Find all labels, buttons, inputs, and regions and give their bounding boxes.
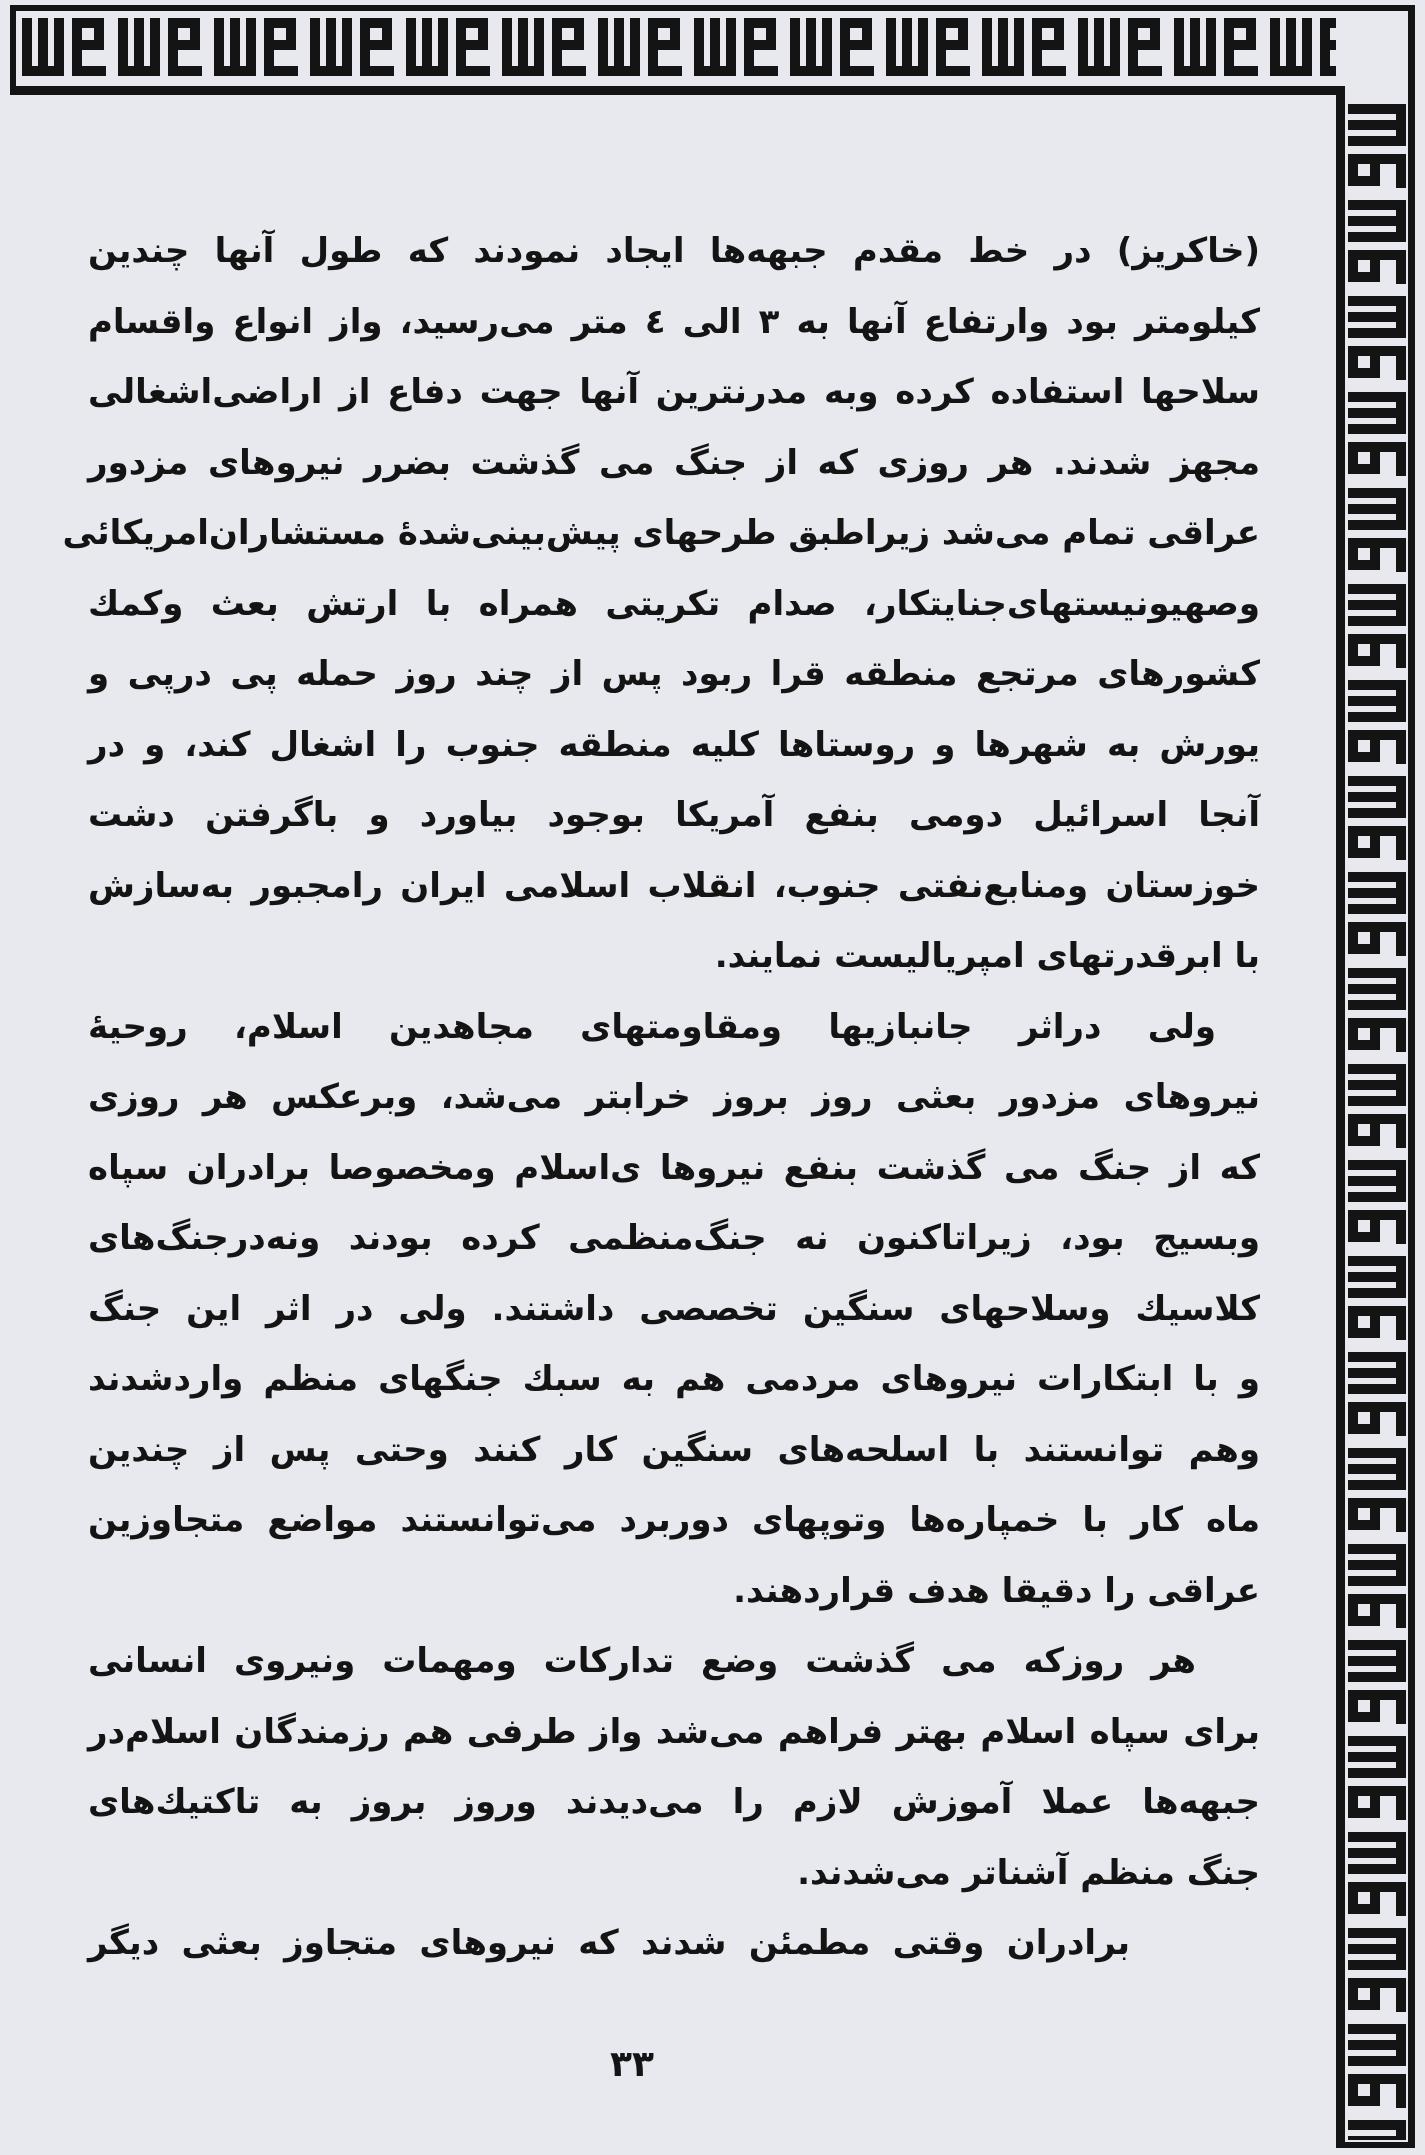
- text-line: وهم توانستند با اسلحه‌های سنگین کار کنند وحتی پس از چندین: [88, 1429, 1260, 1470]
- text-line: مجهز شدند. هر روزی که از جنگ می گذشت بضرر نیروهای مزدور: [88, 442, 1260, 483]
- paragraph-start-line: برادران وقتی مطمئن شدند که نیروهای متجاوز بعثی دیگر: [88, 1923, 1130, 1963]
- text-line: خوزستان ومنابع‌نفتی جنوب، انقلاب اسلامی ایران رامجبور به‌سازش: [88, 865, 1260, 906]
- text-line: که از جنگ می گذشت بنفع نیروها ی‌اسلام ومخصوصا برادران سپاه: [88, 1147, 1260, 1188]
- top-border-band: [16, 14, 1336, 82]
- text-line: عراقی تمام می‌شد زیراطبق طرحهای پیش‌بینی‌شدهٔ مستشاران‌امریکائی: [62, 513, 1260, 553]
- paragraph-end-line: با ابرقدرتهای امپریالیست نمایند.: [714, 936, 1260, 976]
- text-line: کلاسیك وسلاحهای سنگین تخصصی داشتند. ولی در اثر این جنگ: [88, 1288, 1260, 1329]
- text-line: وصهیونیستهای‌جنایتکار، صدام تکریتی همراه با ارتش بعث وکمك: [88, 583, 1260, 624]
- body-text: [62, 216, 1260, 1979]
- paragraph-end-line: جنگ منظم آشناتر می‌شدند.: [797, 1852, 1260, 1893]
- text-line: کیلومتر بود وارتفاع آنها به ۳ الی ٤ متر می‌رسید، واز انواع واقسام: [88, 301, 1260, 342]
- text-line: (خاکریز) در خط مقدم جبهه‌ها ایجاد نمودند که طول آنها چندین: [88, 231, 1260, 271]
- text-line: وبسیج بود، زیراتاکنون نه جنگ‌منظمی کرده بودند ونه‌درجنگ‌های: [88, 1218, 1260, 1258]
- text-line: سلاحها استفاده کرده وبه مدرنترین آنها جهت دفاع از اراضی‌اشغالی: [88, 372, 1260, 412]
- text-line: یورش به شهرها و روستاها کلیه منطقه جنوب را اشغال کند، و در: [88, 724, 1260, 765]
- right-border-band: [1344, 98, 1406, 2140]
- text-line: جبهه‌ها عملا آموزش لازم را می‌دیدند وروز بروز به تاکتیك‌های: [88, 1782, 1260, 1822]
- text-line: و با ابتکارات نیروهای مردمی هم به سبك جنگهای منظم واردشدند: [88, 1359, 1260, 1399]
- paragraph-start-line: هر روزکه می گذشت وضع تدارکات ومهمات ونیروی انسانی: [88, 1641, 1196, 1681]
- text-line: ماه کار با خمپاره‌ها وتوپهای دوربرد می‌توانستند مواضع متجاوزین: [88, 1500, 1260, 1540]
- paragraph-end-line: عراقی را دقیقا هدف قراردهند.: [733, 1570, 1260, 1611]
- text-line: آنجا اسرائیل دومی بنفع آمریکا بوجود بیاورد و باگرفتن دشت: [88, 795, 1260, 835]
- text-line: برای سپاه اسلام بهتر فراهم می‌شد واز طرفی هم رزمندگان اسلام‌در: [88, 1711, 1260, 1752]
- text-line: کشورهای مرتجع منطقه قرا ربود پس از چند روز حمله پی درپی و: [88, 654, 1260, 694]
- paragraph-start-line: ولی دراثر جانبازیها ومقاومتهای مجاهدین اسلام، روحیهٔ: [88, 1006, 1216, 1047]
- text-line: نیروهای مزدور بعثی روز بروز خرابتر می‌شد، وبرعکس هر روزی: [88, 1077, 1260, 1117]
- page-number: ۳۳: [610, 2044, 654, 2085]
